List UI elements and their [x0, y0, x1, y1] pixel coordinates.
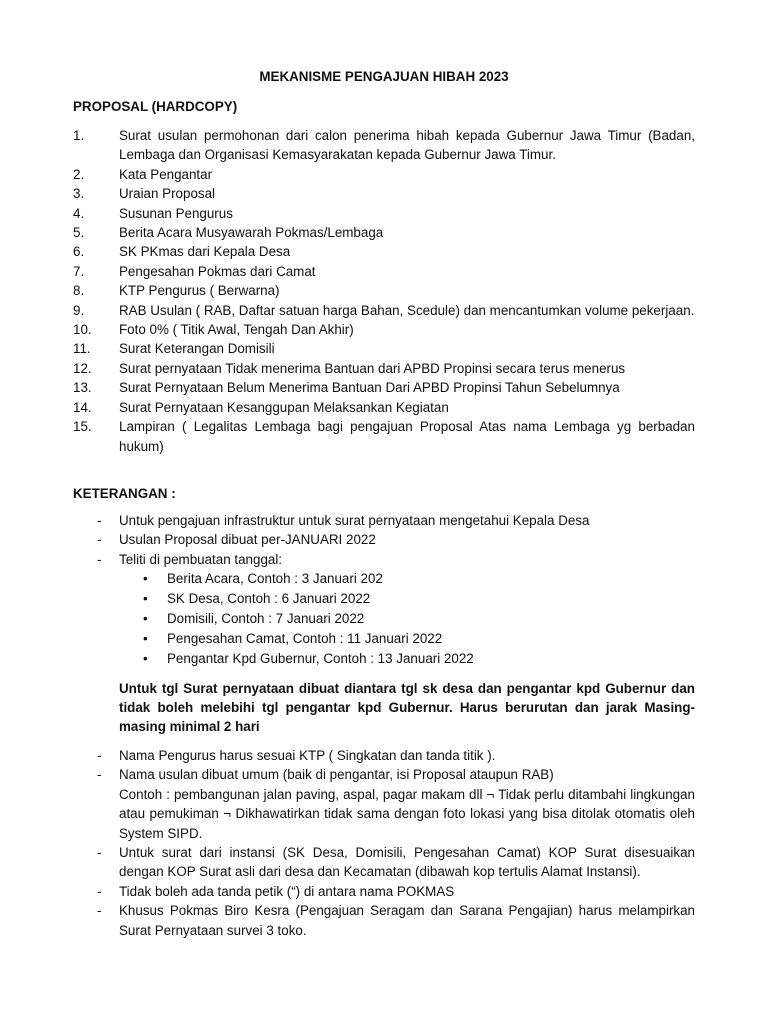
dash-marker: -	[97, 845, 102, 861]
item-text: Kata Pengantar	[119, 166, 213, 182]
keterangan-heading: KETERANGAN :	[73, 486, 176, 501]
item-text: Surat Keterangan Domisili	[119, 341, 275, 357]
bold-note: Untuk tgl Surat pernyataan dibuat diantara tgl sk desa dan pengantar kpd Gubernur dan tidak boleh melebihi tgl pengantar kpd Gubernur. Harus berurutan dan jarak Masing-masing minimal 2 hari	[119, 681, 695, 734]
bullet-icon: •	[143, 591, 148, 606]
list-item	[73, 901, 695, 940]
item-text: Tidak boleh ada tanda petik (“) di antara nama POKMAS	[119, 883, 455, 899]
dash-marker: -	[97, 767, 102, 783]
item-text: Foto 0% ( Titik Awal, Tengah Dan Akhir)	[119, 322, 354, 338]
list-item	[73, 882, 695, 901]
item-text: Domisili, Contoh : 7 Januari 2022	[167, 611, 365, 626]
list-item	[73, 223, 695, 242]
list-item	[73, 530, 695, 549]
item-text: Pengesahan Camat, Contoh : 11 Januari 2022	[167, 631, 443, 646]
item-number: 9.	[73, 302, 85, 318]
list-item	[73, 359, 695, 378]
bullet-icon: •	[143, 651, 148, 666]
item-number: 7.	[73, 263, 85, 279]
bullet-icon: •	[143, 631, 148, 646]
keterangan-top-list	[73, 511, 695, 569]
date-bullet-list	[140, 569, 660, 669]
item-text: Khusus Pokmas Biro Kesra (Pengajuan Seragam dan Sarana Pengajian) harus melampirkan Surat Pernyataan survei 3 toko.	[119, 903, 695, 938]
dash-marker: -	[97, 513, 102, 528]
list-item	[140, 609, 660, 629]
item-text: SK Desa, Contoh : 6 Januari 2022	[167, 591, 371, 606]
item-number: 5.	[73, 225, 85, 241]
item-text: Pengesahan Pokmas dari Camat	[119, 263, 316, 279]
proposal-list	[73, 126, 695, 456]
item-text: Susunan Pengurus	[119, 205, 233, 221]
keterangan-bottom-list	[73, 746, 695, 940]
item-subtext: Contoh : pembangunan jalan paving, aspal, pagar makam dll ¬ Tidak perlu ditambahi lingkungan atau pemukiman ¬ Dikhawatirkan tidak sama dengan foto lokasi yang bisa ditolak otomatis oleh System SIPD.	[119, 786, 695, 841]
item-number: 3.	[73, 186, 85, 202]
dash-marker: -	[97, 532, 102, 548]
item-text: Surat pernyataan Tidak menerima Bantuan dari APBD Propinsi secara terus menerus	[119, 360, 626, 376]
list-item	[140, 569, 660, 589]
item-number: 2.	[73, 166, 85, 182]
list-item	[73, 417, 695, 456]
dash-marker: -	[97, 551, 102, 567]
list-item	[73, 262, 695, 281]
list-item	[73, 184, 695, 203]
item-number: 14.	[73, 399, 92, 415]
page-title: MEKANISME PENGAJUAN HIBAH 2023	[259, 69, 509, 84]
item-text: Usulan Proposal dibuat per-JANUARI 2022	[119, 532, 376, 548]
list-item	[73, 204, 695, 223]
item-text: SK PKmas dari Kepala Desa	[119, 244, 291, 260]
list-item	[73, 843, 695, 882]
item-number: 4.	[73, 205, 85, 221]
item-text: Untuk surat dari instansi (SK Desa, Domisili, Pengesahan Camat) KOP Surat disesuaikan dengan KOP Surat asli dari desa dan Kecamatan (dibawah kop tertulis Alamat Instansi).	[119, 845, 695, 880]
item-number: 8.	[73, 283, 85, 299]
item-text-group	[119, 765, 695, 843]
item-text: Pengantar Kpd Gubernur, Contoh : 13 Januari 2022	[167, 651, 474, 666]
item-text: Teliti di pembuatan tanggal:	[119, 551, 283, 567]
list-item	[73, 301, 695, 320]
dash-marker: -	[97, 903, 102, 919]
list-item	[73, 550, 695, 569]
item-text: Surat usulan permohonan dari calon penerima hibah kepada Gubernur Jawa Timur (Badan, Lembaga dan Organisasi Kemasyarakatan kepada Gubernur Jawa Timur.	[119, 128, 695, 163]
item-text: RAB Usulan ( RAB, Daftar satuan harga Bahan, Scedule) dan mencantumkan volume pekerjaan.	[119, 302, 695, 318]
dash-marker: -	[97, 883, 102, 899]
item-number: 10.	[73, 322, 92, 338]
list-item	[73, 746, 695, 765]
item-text: Untuk pengajuan infrastruktur untuk surat pernyataan mengetahui Kepala Desa	[119, 513, 590, 528]
list-item	[73, 281, 695, 300]
list-item	[73, 339, 695, 358]
item-text: Surat Pernyataan Kesanggupan Melaksankan Kegiatan	[119, 399, 449, 415]
item-text: KTP Pengurus ( Berwarna)	[119, 283, 280, 299]
item-number: 11.	[73, 341, 91, 357]
bullet-icon: •	[143, 571, 148, 586]
list-item	[140, 589, 660, 609]
dash-marker: -	[97, 748, 102, 763]
list-item	[73, 398, 695, 417]
list-item	[73, 242, 695, 261]
item-number: 13.	[73, 380, 92, 396]
list-item	[73, 765, 695, 843]
item-text: Berita Acara Musyawarah Pokmas/Lembaga	[119, 225, 384, 241]
item-text: Surat Pernyataan Belum Menerima Bantuan Dari APBD Propinsi Tahun Sebelumnya	[119, 380, 620, 396]
item-text: Nama usulan dibuat umum (baik di pengantar, isi Proposal ataupun RAB)	[119, 767, 554, 783]
list-item	[140, 629, 660, 649]
item-number: 1.	[73, 128, 85, 143]
list-item	[73, 126, 695, 165]
item-number: 6.	[73, 244, 85, 260]
list-item	[73, 511, 695, 530]
list-item	[73, 378, 695, 397]
item-text: Berita Acara, Contoh : 3 Januari 202	[167, 571, 383, 586]
list-item	[73, 320, 695, 339]
item-number: 15.	[73, 419, 92, 435]
item-number: 12.	[73, 360, 92, 376]
item-text: Lampiran ( Legalitas Lembaga bagi pengajuan Proposal Atas nama Lembaga yg berbadan hukum)	[119, 419, 695, 454]
proposal-heading: PROPOSAL (HARDCOPY)	[73, 99, 238, 114]
list-item	[73, 165, 695, 184]
item-text: Nama Pengurus harus sesuai KTP ( Singkatan dan tanda titik ).	[119, 748, 496, 763]
item-text: Uraian Proposal	[119, 186, 216, 202]
bullet-icon: •	[143, 611, 148, 626]
list-item	[140, 649, 660, 669]
